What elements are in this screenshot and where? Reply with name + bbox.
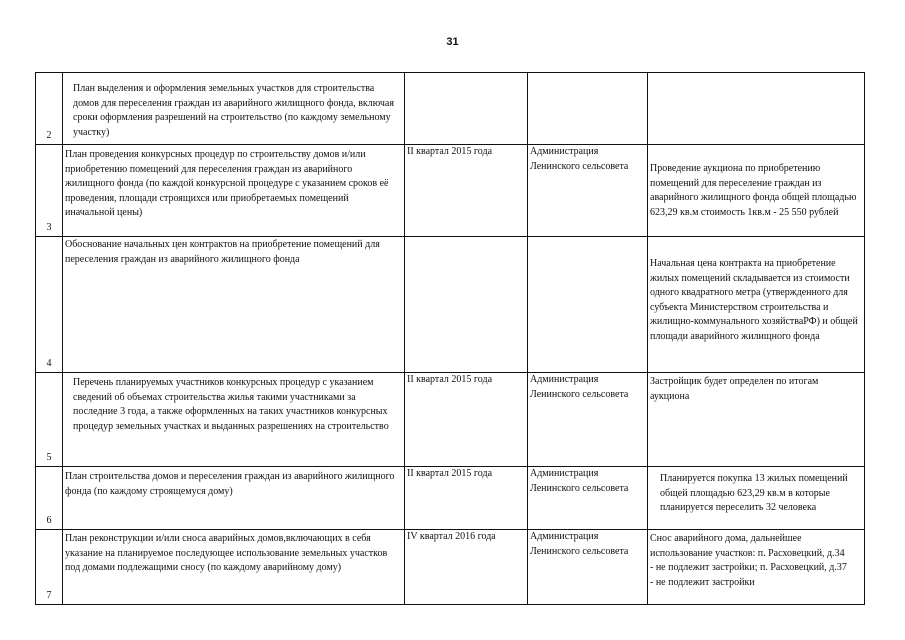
- table-row: [36, 530, 865, 605]
- row-period: [405, 237, 528, 373]
- table-row: [36, 237, 865, 373]
- row-description: [63, 530, 405, 605]
- row-description-text: Перечень планируемых участников конкурсных процедур с указанием сведений об объемах строительства жилья такими участниками за последние 3 года, а также оформленных на таких участников конкурсных процедур земельных участках и выданных разрешениях на строительство: [73, 377, 389, 432]
- table-row: [36, 467, 865, 530]
- row-responsible: Администрация Ленинского сельсовета: [528, 467, 648, 530]
- row-number: 4: [36, 237, 63, 373]
- table-row: [36, 373, 865, 467]
- row-description-text: План выделения и оформления земельных участков для строительства домов для переселения граждан из аварийного жилищного фонда, включая сроки оформления разрешений на строительство (по каждому земельному участку): [73, 83, 394, 138]
- row-description-text: План реконструкции и/или сноса аварийных домов,включающих в себя указание на планируемое последующее использование земельных участков под домами подлежащими сносу (по каждому аварийному дому): [65, 533, 388, 573]
- row-period: II квартал 2015 года: [405, 373, 528, 467]
- row-note: [648, 237, 865, 373]
- row-note-text: Проведение аукциона по приобретению помещений для переселение граждан из аварийного жилищного фонда общей площадью 623,29 кв.м стоимость 1кв.м - 25 550 рублей: [650, 163, 857, 218]
- row-note: [648, 373, 865, 467]
- row-number: 2: [36, 73, 63, 145]
- row-period: [405, 73, 528, 145]
- row-number: 3: [36, 145, 63, 237]
- row-note-text: Снос аварийного дома, дальнейшее использование участков: п. Расховецкий, д.34 - не подлежит застройки; п. Расховецкий, д.37 - не подлежит застройки: [650, 533, 847, 588]
- row-note-text: Застройщик будет определен по итогам аукциона: [650, 376, 819, 402]
- row-note: [648, 530, 865, 605]
- row-period: II квартал 2015 года: [405, 145, 528, 237]
- program-plan-table: [35, 72, 865, 605]
- page-number: 31: [446, 36, 459, 48]
- row-responsible: Администрация Ленинского сельсовета: [528, 373, 648, 467]
- row-responsible: Администрация Ленинского сельсовета: [528, 145, 648, 237]
- row-responsible: [528, 237, 648, 373]
- row-description: [63, 73, 405, 145]
- table-row: [36, 145, 865, 237]
- row-number: 6: [36, 467, 63, 530]
- table-row: [36, 73, 865, 145]
- row-number: 5: [36, 373, 63, 467]
- row-note-text: Начальная цена контракта на приобретение жилых помещений складывается из стоимости одного квадратного метра (утвержденного для субъекта Министерством строительства и жилищно-коммунального хозяйстваРФ) и общей площади аварийного жилищного фонда: [650, 258, 858, 342]
- row-note: [648, 73, 865, 145]
- row-number: 7: [36, 530, 63, 605]
- row-responsible: Администрация Ленинского сельсовета: [528, 530, 648, 605]
- row-description-text: План проведения конкурсных процедур по строительству домов и/или приобретению помещений для переселения граждан из аварийного жилищного фонда (по каждой конкурсной процедуре с указанием сроков её проведения, площади строящихся или приобретаемых помещений иначальной цены): [65, 149, 389, 218]
- row-note-text: Планируется покупка 13 жилых помещений общей площадью 623,29 кв.м в которые планируется переселить 32 человека: [660, 473, 848, 513]
- row-note: [648, 467, 865, 530]
- row-responsible: [528, 73, 648, 145]
- row-description: [63, 467, 405, 530]
- row-note: [648, 145, 865, 237]
- row-description-text: Обоснование начальных цен контрактов на приобретение помещений для переселения граждан из аварийного жилищного фонда: [65, 239, 380, 265]
- row-description-text: План строительства домов и переселения граждан из аварийного жилищного фонда (по каждому строящемуся дому): [65, 471, 395, 497]
- row-period: II квартал 2015 года: [405, 467, 528, 530]
- row-description: [63, 237, 405, 373]
- row-period: IV квартал 2016 года: [405, 530, 528, 605]
- row-description: [63, 145, 405, 237]
- row-description: [63, 373, 405, 467]
